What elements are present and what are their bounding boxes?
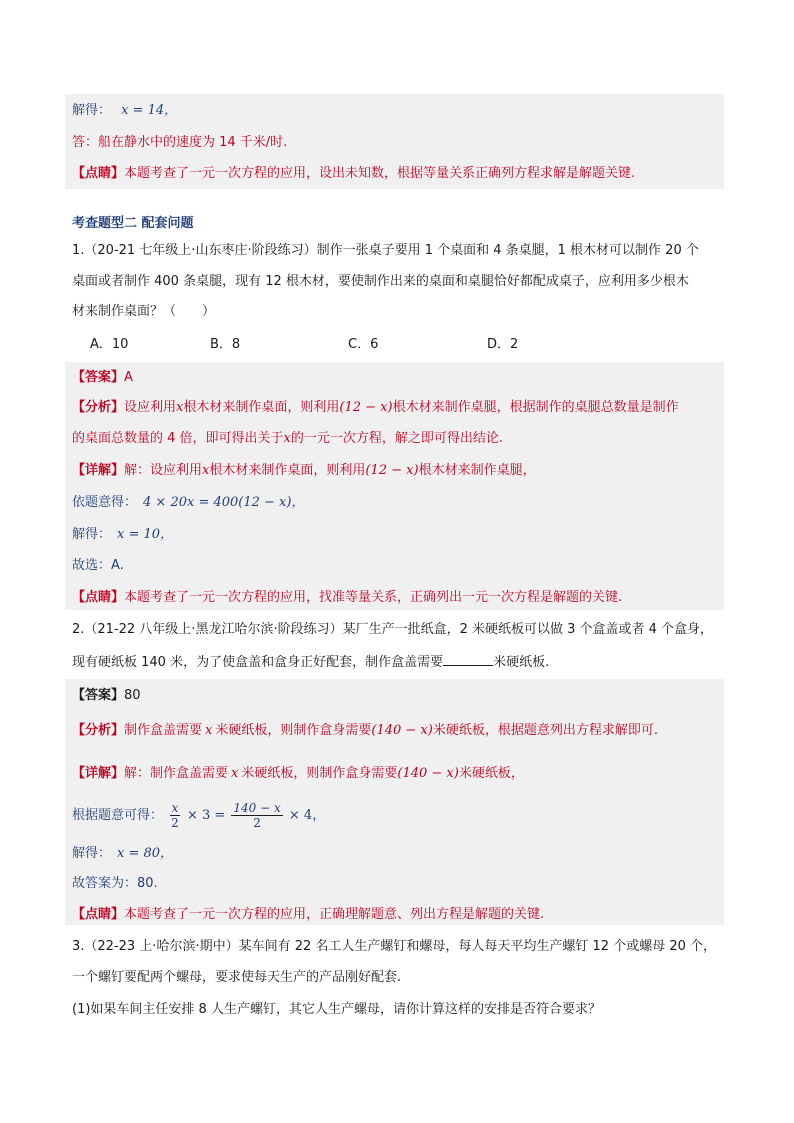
a1-analysis-line2 xyxy=(72,429,503,449)
a1-answer-tag: 【答案】 xyxy=(72,370,125,385)
a1-choose-line: 故选：A. xyxy=(72,558,124,573)
a2-equation-line xyxy=(72,800,325,832)
a2-answer-value: 80 xyxy=(124,688,141,703)
a2-answer-tag: 【答案】 xyxy=(72,688,125,703)
a2-detail-expr: (140 − x) xyxy=(397,766,459,781)
a1-answer xyxy=(72,368,133,388)
a2-analysis-line xyxy=(72,721,658,741)
a1-analysis-tag: 【分析】 xyxy=(72,400,125,415)
a2-analysis-text: 米硬纸板，则制作盒身需要 xyxy=(215,723,372,738)
a1-note-text: 本题考查了一元一次方程的应用，找准等量关系，正确列出一元一次方程是解题的关键. xyxy=(124,590,623,605)
a2-solve-line xyxy=(72,844,173,864)
a1-note-tag: 【点睛】 xyxy=(72,590,125,605)
a2-detail-text: 米硬纸板，则制作盒身需要 xyxy=(241,766,398,781)
a2-sol-math: x = 80， xyxy=(117,846,174,861)
a2-fraction-1 xyxy=(169,801,181,830)
q3-line3: (1)如果车间主任安排 8 人生产螺钉，其它人生产螺母，请你计算这样的安排是否符合要求？ xyxy=(72,1002,601,1017)
a2-note-text: 本题考查了一元一次方程的应用，正确理解题意、列出方程是解题的关键. xyxy=(124,907,545,922)
a2-analysis-text: 米硬纸板，根据题意列出方程求解即可. xyxy=(432,723,658,738)
a1-answer-value: A xyxy=(124,370,133,385)
answer-line: 答：船在静水中的速度为 14 千米/时. xyxy=(72,135,288,150)
a1-analysis-text: 的一元一次方程，解之即可得出结论. xyxy=(290,431,504,446)
q2-answer-blank[interactable] xyxy=(443,651,493,666)
frac-numerator: 140 − x xyxy=(233,801,281,815)
solve-label: 解得： xyxy=(72,103,112,118)
a1-eq-math: 4 × 20x = 400(12 − x)， xyxy=(143,495,305,510)
q3-line2: 一个螺钉要配两个螺母，要求使每天生产的产品刚好配套. xyxy=(72,970,402,985)
q1-line3: 材来制作桌面？（ ） xyxy=(72,304,216,319)
a2-eq-end: × 4， xyxy=(288,808,326,823)
q3-line1: 3.（22-23 上·哈尔滨·期中）某车间有 22 名工人生产螺钉和螺母，每人每天平均生产螺钉 12 个或螺母 20 个， xyxy=(72,939,716,954)
a1-eq-label: 依题意得： xyxy=(72,495,138,510)
a1-analysis-expr: (12 − x) xyxy=(339,400,393,415)
a2-detail-text: 米硬纸板， xyxy=(458,766,524,781)
a1-detail-var: x xyxy=(202,463,210,478)
q1-option-a: A．10 xyxy=(90,337,129,352)
a2-answer xyxy=(72,686,141,706)
section-title: 考查题型二 配套问题 xyxy=(72,216,194,231)
q2-text: 现有硬纸板 140 米，为了使盒盖和盒身正好配套，制作盒盖需要 xyxy=(72,655,444,670)
note-text: 本题考查了一元一次方程的应用，设出未知数，根据等量关系正确列方程求解是解题关键. xyxy=(124,166,636,181)
a2-detail-tag: 【详解】 xyxy=(72,766,125,781)
a1-analysis-text: 的桌面总数量的 4 倍，即可得出关于 xyxy=(72,431,284,446)
a1-detail-tag: 【详解】 xyxy=(72,463,125,478)
a2-analysis-expr: (140 − x) xyxy=(371,723,433,738)
frac-denominator: 2 xyxy=(171,816,179,830)
a1-equation-line xyxy=(72,493,304,513)
a2-analysis-text: 制作盒盖需要 xyxy=(124,723,203,738)
a1-detail-expr: (12 − x) xyxy=(365,463,419,478)
a1-detail-text: 根木材来制作桌腿， xyxy=(418,463,536,478)
q2-line1: 2.（21-22 八年级上·黑龙江哈尔滨·阶段练习）某厂生产一批纸盒，2 米硬纸板可以做 3 个盒盖或者 4 个盒身， xyxy=(72,622,714,637)
q1-option-c: C．6 xyxy=(348,337,379,352)
a2-sol-label: 解得： xyxy=(72,846,112,861)
a2-final-line: 故答案为：80. xyxy=(72,876,158,891)
a2-analysis-var: x xyxy=(205,723,213,738)
a1-sol-math: x = 10， xyxy=(117,527,174,542)
note-tag: 【点睛】 xyxy=(72,166,125,181)
solve-line xyxy=(72,101,177,121)
q2-text: 米硬纸板. xyxy=(493,655,550,670)
q1-line1: 1.（20-21 七年级上·山东枣庄·阶段练习）制作一张桌子要用 1 个桌面和 4 条桌腿，1 根木材可以制作 20 个 xyxy=(72,243,699,258)
a2-detail-var: x xyxy=(231,766,239,781)
a2-note-line xyxy=(72,905,544,925)
a2-fraction-2 xyxy=(231,801,282,830)
a2-note-tag: 【点睛】 xyxy=(72,907,125,922)
q1-line2: 桌面或者制作 400 条桌腿，现有 12 根木材，要使制作出来的桌面和桌腿恰好都配成桌子，应利用多少根木 xyxy=(72,274,689,289)
a2-analysis-tag: 【分析】 xyxy=(72,723,125,738)
a1-analysis-var: x xyxy=(283,431,291,446)
a1-analysis-line1 xyxy=(72,398,679,418)
q1-option-d: D．2 xyxy=(487,337,519,352)
q1-option-b: B．8 xyxy=(210,337,241,352)
q2-line2 xyxy=(72,651,549,673)
frac-numerator: x xyxy=(171,801,179,815)
a1-detail-text: 根木材来制作桌面，则利用 xyxy=(209,463,366,478)
frac-denominator: 2 xyxy=(253,816,261,830)
a1-solve-line xyxy=(72,525,173,545)
a2-eq-mid: × 3 = xyxy=(186,808,226,823)
a2-eq-label: 根据题意可得： xyxy=(72,808,164,823)
note-line xyxy=(72,164,635,184)
a2-detail-text: 解：制作盒盖需要 xyxy=(124,766,229,781)
a1-detail-text: 解：设应利用 xyxy=(124,463,203,478)
a1-analysis-var: x xyxy=(176,400,184,415)
a1-analysis-text: 根木材来制作桌腿，根据制作的桌腿总数量是制作 xyxy=(392,400,679,415)
a1-sol-label: 解得： xyxy=(72,527,112,542)
a1-detail-line xyxy=(72,461,536,481)
a1-analysis-text: 设应利用 xyxy=(124,400,177,415)
a1-note-line xyxy=(72,588,622,608)
a2-detail-line xyxy=(72,764,524,784)
a1-analysis-text: 根木材来制作桌面，则利用 xyxy=(183,400,340,415)
solve-math: x = 14， xyxy=(121,103,178,118)
